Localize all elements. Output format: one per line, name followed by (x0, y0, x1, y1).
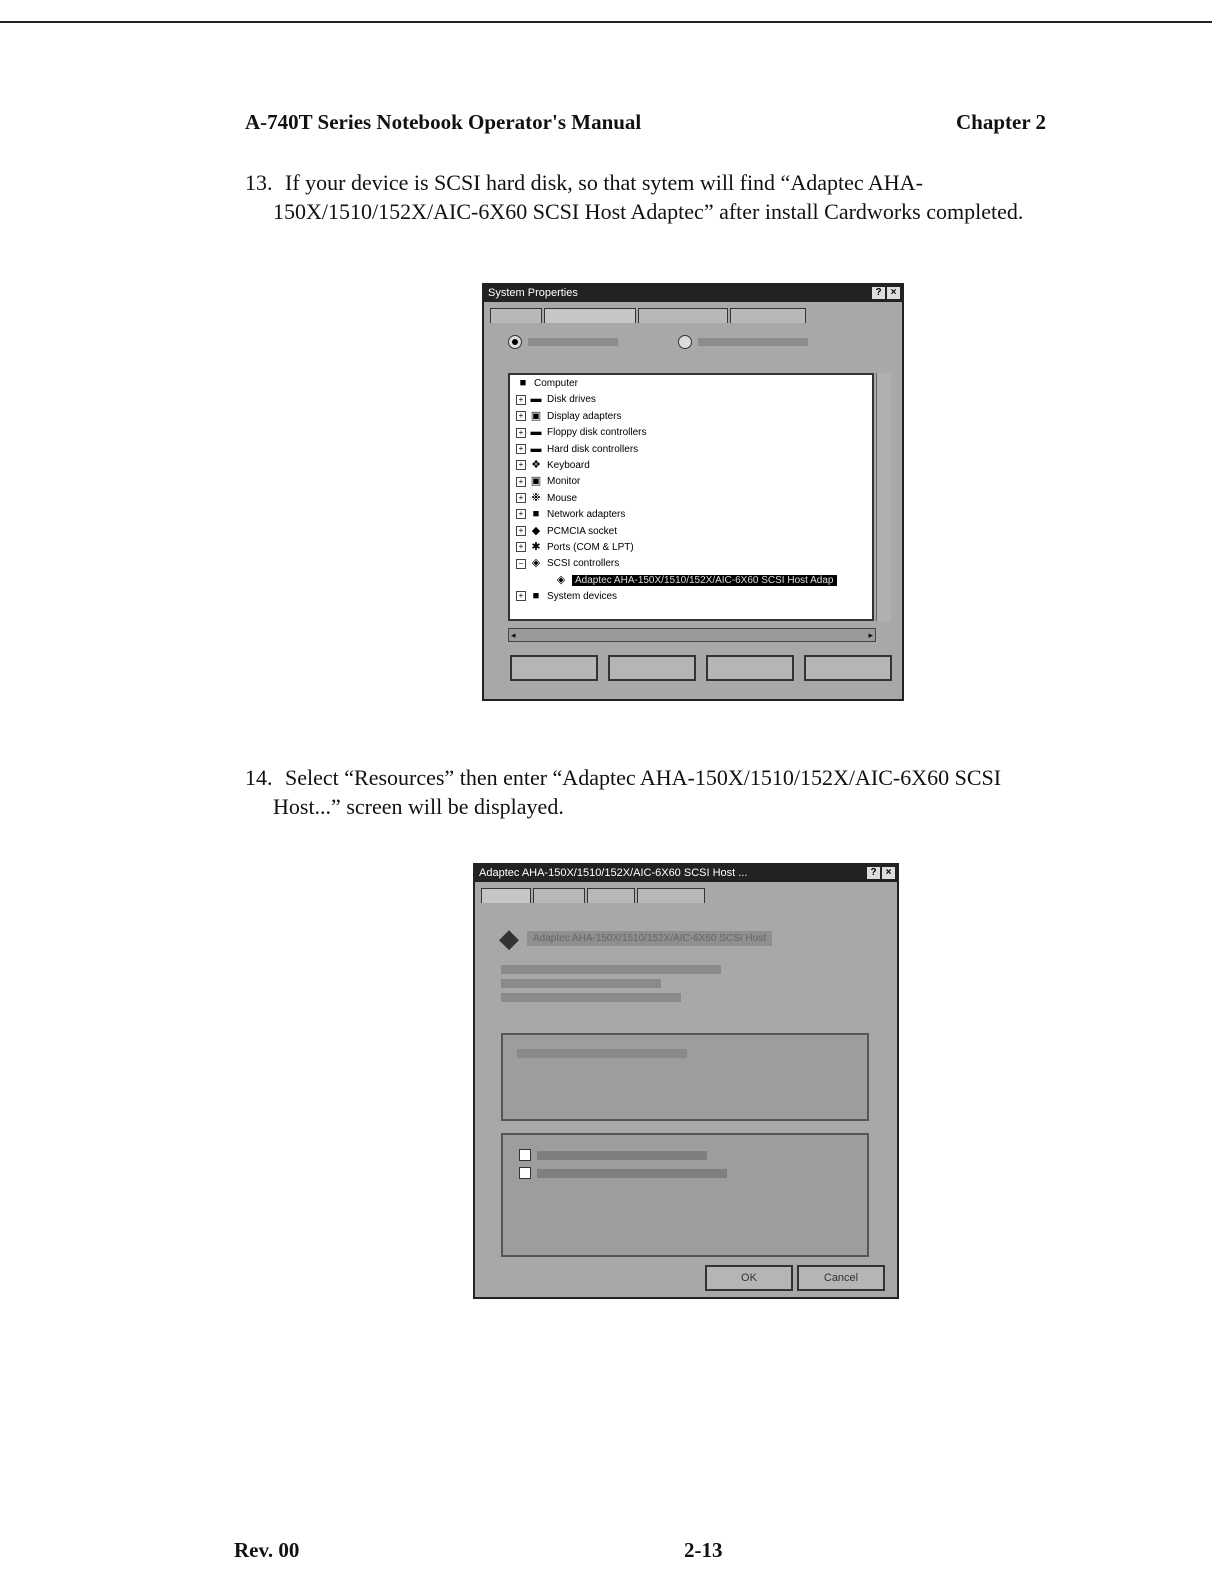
tree-item-label: System devices (547, 591, 618, 603)
top-rule (0, 21, 1212, 23)
monitor-icon: ▣ (530, 475, 542, 488)
usage-checkbox-label-blurred (537, 1151, 707, 1160)
step-text: Select “Resources” then enter “Adaptec AHA-150X/1510/152X/AIC-6X60 SCSI (285, 765, 1002, 790)
chapter-label: Chapter 2 (956, 110, 1047, 134)
system-icon: ■ (532, 590, 540, 603)
tab-strip (484, 302, 902, 323)
mouse-icon: ❉ (531, 491, 541, 504)
dialog-buttons (510, 655, 892, 681)
scsi-icon: ◈ (531, 557, 541, 570)
tree-item-label: Hard disk controllers (547, 443, 639, 455)
tree-item[interactable] (510, 473, 872, 489)
tab-hardware-profiles[interactable] (638, 308, 728, 323)
close-button[interactable]: × (887, 287, 900, 299)
tree-item-label: Network adapters (547, 509, 626, 521)
tree-item[interactable] (510, 375, 872, 391)
radio-icon (508, 335, 522, 349)
disk-icon: ▬ (530, 393, 542, 406)
refresh-button[interactable] (608, 655, 696, 681)
step-13 (245, 168, 1069, 226)
manufacturer-line (501, 979, 661, 988)
tree-item[interactable] (510, 424, 872, 440)
radio-label-blurred (528, 338, 618, 346)
tree-item-label: Floppy disk controllers (547, 427, 647, 439)
scsi-icon: ◆ (499, 923, 519, 953)
tree-item-label: Display adapters (547, 410, 622, 422)
view-by-connection-option[interactable] (678, 333, 808, 351)
expand-icon[interactable]: + (516, 444, 526, 454)
tree-item-label: Computer (534, 378, 578, 389)
floppy-icon: ▬ (530, 426, 542, 439)
dialog-titlebar (484, 285, 902, 302)
tab-performance[interactable] (730, 308, 806, 323)
tab-device-manager[interactable] (544, 308, 636, 323)
tree-item-label: Keyboard (547, 459, 590, 471)
view-mode-radios (484, 323, 902, 351)
step-14 (245, 763, 1069, 821)
tree-item-label: Monitor (547, 476, 581, 488)
tab-strip (475, 882, 897, 903)
display-icon: ▣ (530, 409, 542, 422)
scsi-icon: ◈ (556, 573, 566, 586)
view-by-type-option[interactable] (508, 333, 618, 351)
tree-item[interactable] (510, 523, 872, 539)
radio-icon (678, 335, 692, 349)
expand-icon[interactable]: + (516, 460, 526, 470)
tree-item[interactable] (510, 555, 872, 571)
tree-item[interactable] (510, 539, 872, 555)
device-status-text (517, 1049, 687, 1058)
tab-driver[interactable] (587, 888, 635, 903)
cancel-button[interactable]: Cancel (797, 1265, 885, 1291)
step-number: 13. (245, 170, 273, 195)
device-type-line (501, 965, 721, 974)
expand-icon[interactable]: + (516, 493, 526, 503)
device-header (499, 923, 772, 954)
tree-item-label: Adaptec AHA-150X/1510/152X/AIC-6X60 SCSI Host Adap (572, 575, 837, 586)
usage-checkbox-1[interactable] (519, 1149, 531, 1161)
ok-button[interactable]: OK (705, 1265, 793, 1291)
computer-icon: ■ (519, 377, 527, 389)
device-usage-group (501, 1133, 869, 1257)
expand-icon[interactable]: + (516, 411, 526, 421)
dialog-title: System Properties (488, 287, 578, 299)
tree-item-label: Ports (COM & LPT) (547, 541, 634, 553)
tree-item-label: SCSI controllers (547, 558, 620, 570)
tree-item[interactable] (510, 490, 872, 506)
collapse-icon[interactable]: − (516, 559, 526, 569)
help-button[interactable]: ? (867, 867, 880, 879)
tree-item-label: PCMCIA socket (547, 525, 618, 537)
print-button[interactable] (804, 655, 892, 681)
device-status-group (501, 1033, 869, 1121)
tree-item[interactable] (510, 572, 872, 588)
device-name: Adaptec AHA-150X/1510/152X/AIC-6X60 SCSI Host (527, 931, 772, 946)
tree-item-label: Mouse (547, 492, 578, 504)
vertical-scrollbar[interactable] (876, 373, 891, 621)
expand-icon[interactable]: + (516, 395, 526, 405)
tree-item[interactable] (510, 506, 872, 522)
tab-settings[interactable] (533, 888, 585, 903)
scroll-left-icon[interactable]: ◂ (511, 630, 516, 640)
step-text-cont: 150X/1510/152X/AIC-6X60 SCSI Host Adaptec” after install Cardworks completed. (273, 199, 1024, 224)
remove-button[interactable] (706, 655, 794, 681)
tab-general[interactable] (490, 308, 542, 323)
scroll-right-icon[interactable]: ▸ (868, 630, 873, 640)
expand-icon[interactable]: + (516, 509, 526, 519)
expand-icon[interactable]: + (516, 591, 526, 601)
device-tree (508, 373, 874, 621)
port-icon: ✱ (531, 540, 541, 553)
adaptec-properties-dialog (473, 863, 899, 1299)
expand-icon[interactable]: + (516, 428, 526, 438)
horizontal-scrollbar[interactable] (508, 628, 876, 642)
dialog-titlebar (475, 865, 897, 882)
hardware-version-line (501, 993, 681, 1002)
usage-checkbox-2[interactable] (519, 1167, 531, 1179)
tree-item[interactable] (510, 457, 872, 473)
tree-item[interactable] (510, 588, 872, 604)
dialog-title: Adaptec AHA-150X/1510/152X/AIC-6X60 SCSI Host ... (479, 867, 748, 879)
pcmcia-icon: ◆ (531, 524, 541, 537)
tab-general[interactable] (481, 888, 531, 903)
expand-icon[interactable]: + (516, 526, 526, 536)
step-text: If your device is SCSI hard disk, so that sytem will find “Adaptec AHA- (285, 170, 923, 195)
tree-item[interactable] (510, 408, 872, 424)
expand-icon[interactable]: + (516, 542, 526, 552)
properties-button[interactable] (510, 655, 598, 681)
tree-item[interactable] (510, 391, 872, 407)
network-icon: ■ (532, 508, 540, 521)
tab-resources[interactable] (637, 888, 705, 903)
revision-label: Rev. 00 (234, 1538, 300, 1562)
usage-checkbox-label-blurred (537, 1169, 727, 1178)
step-number: 14. (245, 765, 273, 790)
expand-icon[interactable]: + (516, 477, 526, 487)
hdd-icon: ▬ (530, 442, 542, 455)
manual-title: A-740T Series Notebook Operator's Manual (245, 110, 642, 134)
page-number: 2-13 (684, 1538, 723, 1562)
close-button[interactable]: × (882, 867, 895, 879)
system-properties-dialog (482, 283, 904, 701)
tree-item[interactable] (510, 441, 872, 457)
step-text-cont: Host...” screen will be displayed. (273, 794, 564, 819)
radio-label-blurred (698, 338, 808, 346)
tree-item-label: Disk drives (547, 394, 596, 406)
keyboard-icon: ❖ (531, 458, 541, 471)
help-button[interactable]: ? (872, 287, 885, 299)
